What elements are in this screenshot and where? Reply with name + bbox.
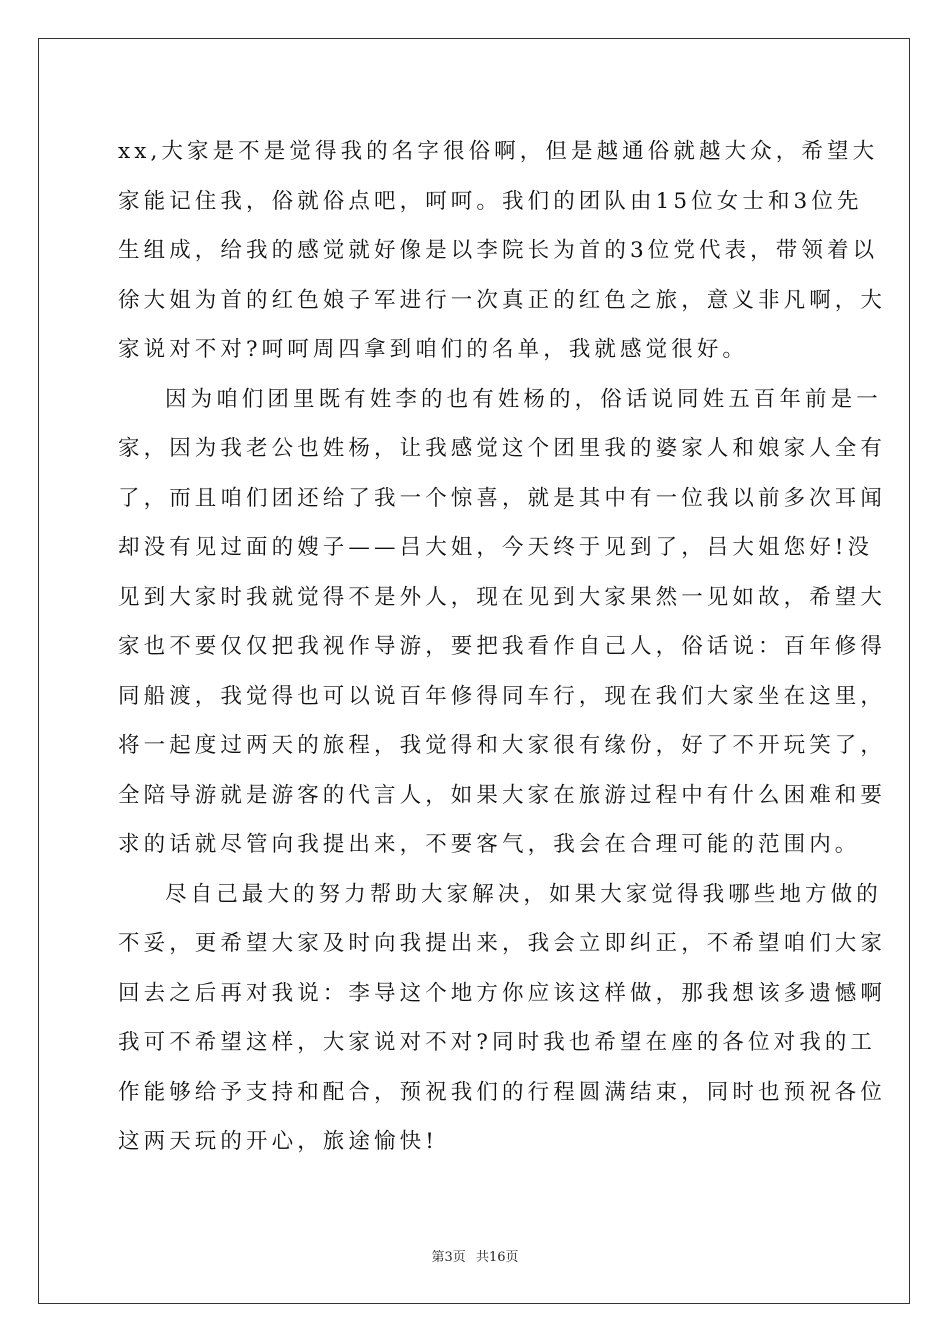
text-line: 家，因为我老公也姓杨，让我感觉这个团里我的婆家人和娘家人全有 <box>118 436 887 461</box>
text-line: 这两天玩的开心，旅途愉快! <box>118 1129 438 1154</box>
total-pages: 共16页 <box>475 1250 519 1265</box>
text-line: 将一起度过两天的旅程，我觉得和大家很有缘份，好了不开玩笑了， <box>118 733 887 758</box>
text-line: 同船渡，我觉得也可以说百年修得同车行，现在我们大家坐在这里， <box>118 683 887 709</box>
text-line: 家说对不对?呵呵周四拿到咱们的名单，我就感觉很好。 <box>118 337 749 362</box>
document-body <box>118 127 887 1167</box>
paragraph-1 <box>118 127 887 375</box>
paragraph-3 <box>118 870 887 1167</box>
text-line: 家能记住我，俗就俗点吧，呵呵。我们的团队由15位女士和3位先 <box>118 188 863 214</box>
text-line: 却没有见过面的嫂子——吕大姐，今天终于见到了，吕大姐您好!没 <box>118 535 874 560</box>
text-line: 不妥，更希望大家及时向我提出来，我会立即纠正，不希望咱们大家 <box>118 931 887 956</box>
text-line: 徐大姐为首的红色娘子军进行一次真正的红色之旅，意义非凡啊，大 <box>118 287 887 313</box>
text-line: 作能够给予支持和配合，预祝我们的行程圆满结束，同时也预祝各位 <box>118 1079 887 1105</box>
text-line: 家也不要仅仅把我视作导游，要把我看作自己人，俗话说：百年修得 <box>118 634 887 659</box>
paragraph-2 <box>118 375 887 870</box>
page-number: 第3页 <box>431 1250 466 1265</box>
text-line: 求的话就尽管向我提出来，不要客气，我会在合理可能的范围内。 <box>118 832 861 857</box>
text-line: 尽自己最大的努力帮助大家解决，如果大家觉得我哪些地方做的 <box>165 881 882 907</box>
text-line: 回去之后再对我说：李导这个地方你应该这样做，那我想该多遗憾啊 <box>118 980 887 1006</box>
text-line: 了，而且咱们团还给了我一个惊喜，就是其中有一位我以前多次耳闻 <box>118 485 887 511</box>
text-line: 见到大家时我就觉得不是外人，现在见到大家果然一见如故，希望大 <box>118 584 887 610</box>
page-footer <box>0 1246 950 1265</box>
text-line: 我可不希望这样，大家说对不对?同时我也希望在座的各位对我的工 <box>118 1030 877 1055</box>
text-line: 生组成，给我的感觉就好像是以李院长为首的3位党代表，带领着以 <box>118 238 879 263</box>
text-line: xx,大家是不是觉得我的名字很俗啊，但是越通俗就越大众，希望大 <box>118 139 879 164</box>
text-line: 因为咱们团里既有姓李的也有姓杨的，俗话说同姓五百年前是一 <box>165 386 882 412</box>
text-line: 全陪导游就是游客的代言人，如果大家在旅游过程中有什么困难和要 <box>118 782 887 808</box>
